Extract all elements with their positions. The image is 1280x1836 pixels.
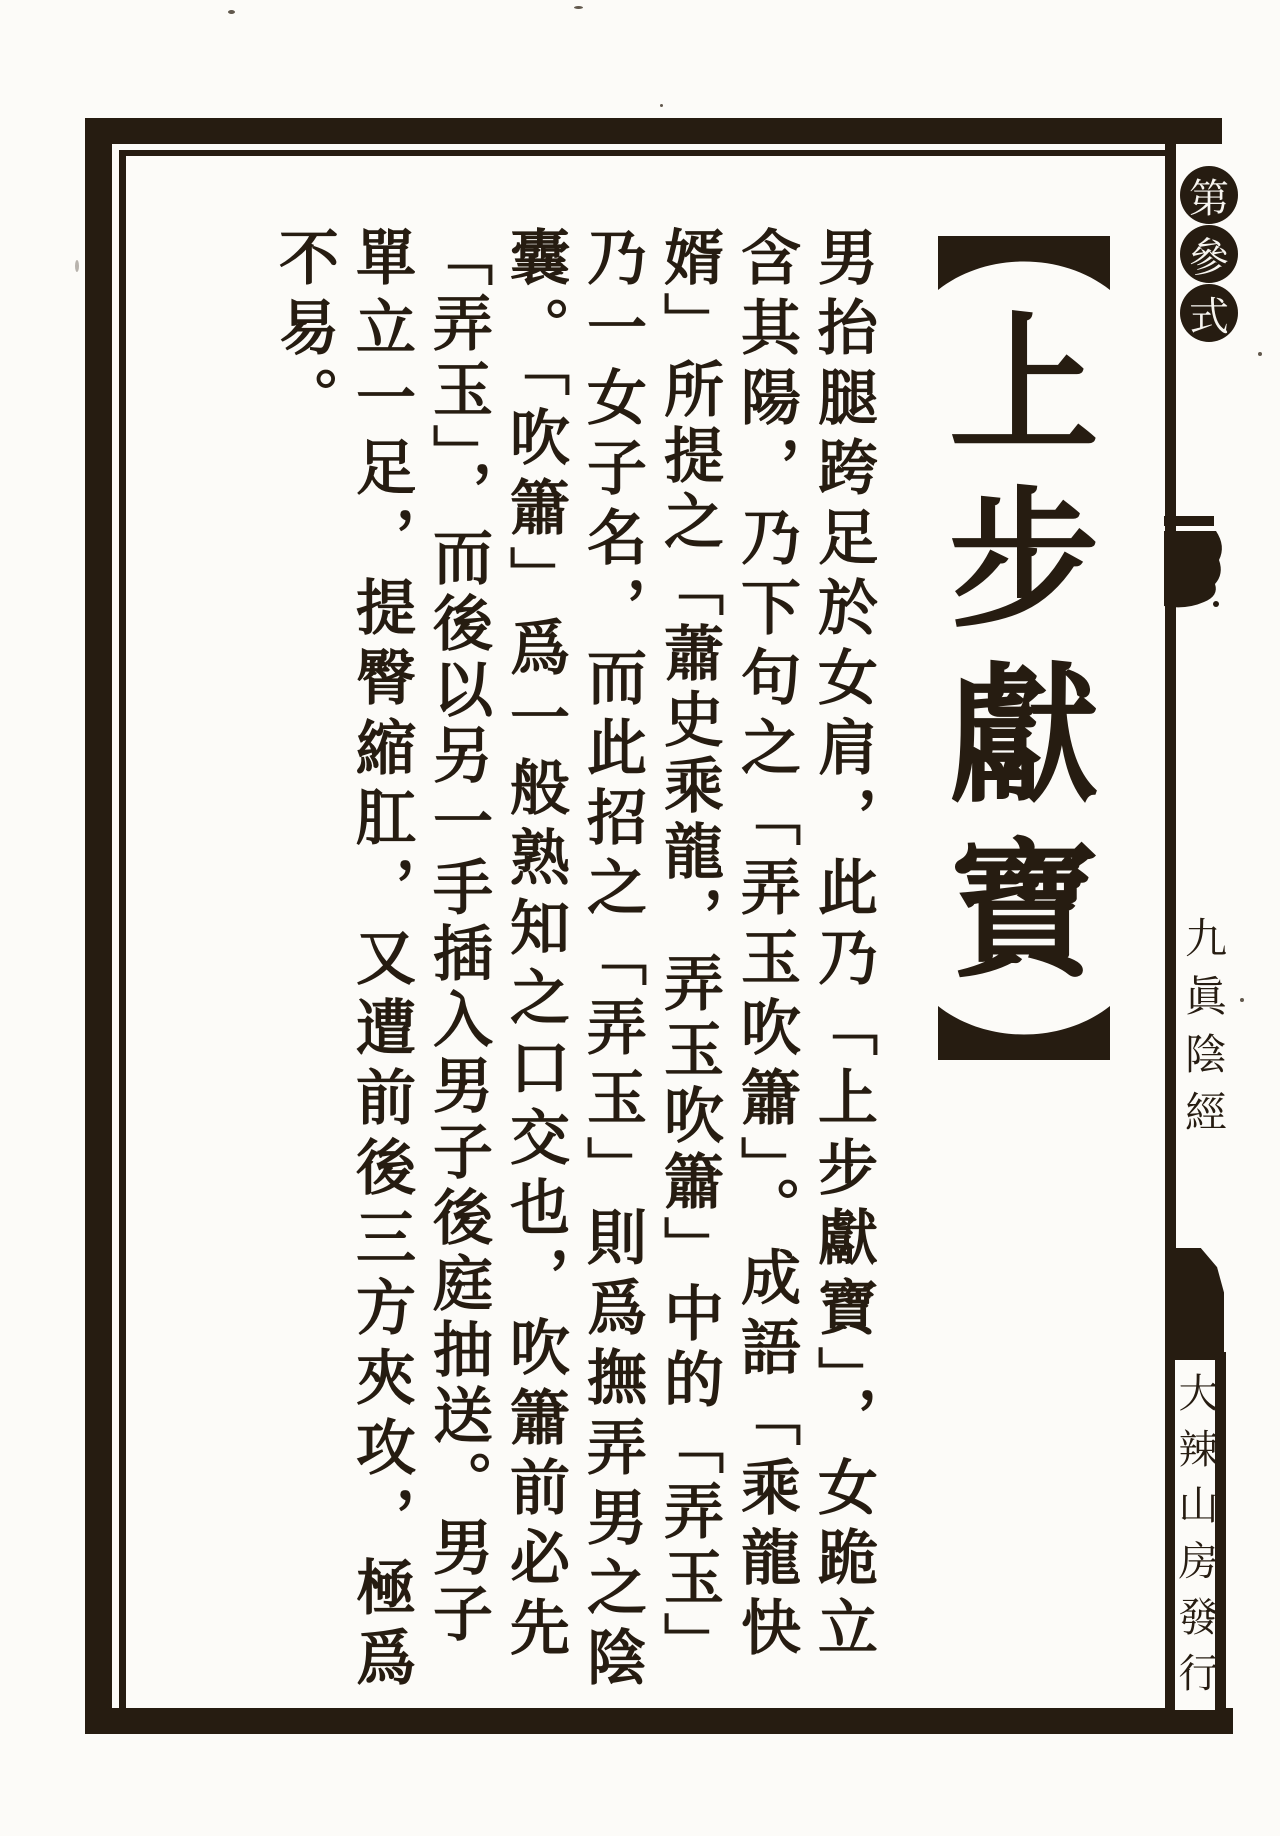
- frame-border-top-inner: [119, 150, 1167, 156]
- text-column-1: 男抬腿跨足於女肩，此乃「上步獻寶」，女跪立: [808, 226, 878, 1666]
- text-column-2: 含其陽，乃下句之「弄玉吹簫」。成語「乘龍快: [731, 226, 801, 1666]
- dust-speck: [660, 104, 663, 107]
- text-column-7: 單立一足，提臀縮肛，又遭前後三方夾攻，極爲: [346, 226, 416, 1696]
- badge-circle: [1180, 166, 1238, 224]
- dust-speck: [228, 10, 235, 14]
- spine-tab: [1166, 1248, 1224, 1354]
- badge-circle: [1180, 284, 1238, 342]
- frame-border-left: [85, 118, 112, 1734]
- badge-char: 式: [1189, 293, 1229, 340]
- dust-speck: [75, 260, 79, 272]
- text-column-6: 「弄玉」，而後以另一手插入男子後庭抽送。男子: [423, 226, 493, 1648]
- publisher-box: [1168, 1352, 1226, 1710]
- badge-char: 參: [1189, 234, 1229, 281]
- body-text: [265, 226, 881, 1700]
- title-char: 寶: [948, 822, 1099, 999]
- frame-border-left-inner: [119, 152, 126, 1710]
- publisher-text: 大辣山房發行: [1172, 1372, 1218, 1708]
- title-char: 上: [948, 297, 1099, 474]
- title-bracket-close-icon: [938, 1006, 1110, 1060]
- dust-speck: [1258, 352, 1262, 356]
- page-title: [938, 236, 1110, 1060]
- dust-speck: [1240, 998, 1244, 1002]
- title-bracket-open-icon: [938, 236, 1110, 290]
- title-char: 獻: [948, 647, 1099, 824]
- ink-blob-icon: [1164, 510, 1230, 616]
- badge-circle: [1180, 225, 1238, 283]
- title-characters: [938, 290, 1110, 1006]
- text-column-8: 不易。: [269, 226, 339, 436]
- spine-title: 九眞陰經: [1179, 916, 1228, 1148]
- text-column-5: 囊。「吹簫」爲一般熟知之口交也，吹簫前必先: [500, 226, 570, 1666]
- text-column-3: 婿」所提之「蕭史乘龍，弄玉吹簫」中的「弄玉」: [654, 226, 724, 1678]
- dust-speck: [574, 6, 583, 9]
- frame-border-top: [85, 118, 1222, 144]
- text-column-4: 乃一女子名，而此招之「弄玉」則爲撫弄男之陰: [577, 226, 647, 1696]
- frame-border-bottom: [85, 1708, 1233, 1734]
- section-badge: [1180, 166, 1238, 343]
- title-char: 步: [948, 472, 1099, 649]
- badge-char: 第: [1189, 175, 1229, 222]
